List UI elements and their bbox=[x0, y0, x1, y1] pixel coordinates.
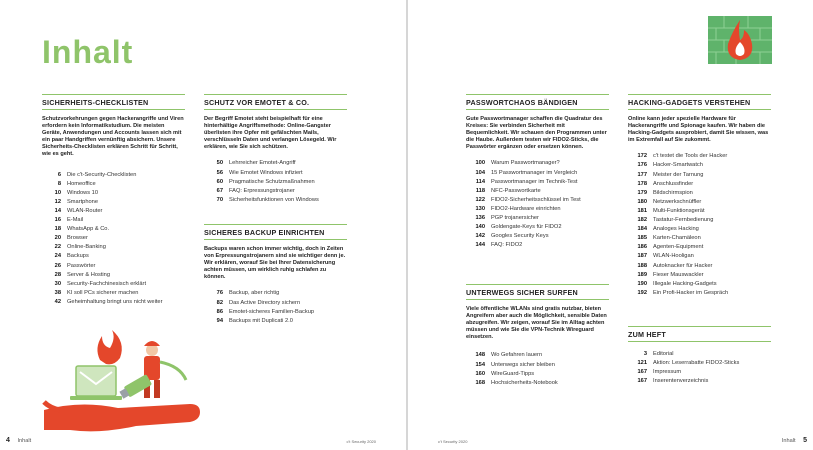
toc-page: 86 bbox=[216, 308, 223, 315]
section-zum-heft bbox=[628, 326, 771, 386]
toc-label: Autoknacker für Hacker bbox=[653, 262, 713, 269]
toc-item[interactable] bbox=[628, 216, 771, 225]
page-number: 4 bbox=[6, 437, 10, 444]
firefighter-leg bbox=[154, 380, 160, 398]
toc-page: 100 bbox=[475, 160, 485, 167]
toc-page: 144 bbox=[475, 242, 485, 249]
toc-label: Passwörter bbox=[67, 262, 96, 269]
toc-page: 12 bbox=[54, 198, 61, 205]
toc-item[interactable] bbox=[628, 207, 771, 216]
toc-item[interactable] bbox=[42, 298, 185, 307]
toc-label: Aktion: Leserrabatte FIDO2-Sticks bbox=[653, 360, 740, 367]
toc-page: 118 bbox=[475, 187, 485, 194]
magazine-footer: c't Security 2020 bbox=[346, 439, 376, 444]
toc-item[interactable] bbox=[204, 178, 347, 187]
toc-page: 182 bbox=[637, 217, 647, 224]
page-footer bbox=[782, 437, 807, 444]
toc-label: Das Active Directory sichern bbox=[229, 299, 301, 306]
page-footer bbox=[6, 437, 31, 444]
toc-page: 140 bbox=[475, 224, 485, 231]
toc-label: Warum Passwortmanager? bbox=[491, 160, 560, 167]
toc-label: Geheimhaltung bringt uns nicht weiter bbox=[67, 298, 163, 305]
laptop-base bbox=[70, 396, 122, 400]
toc-label: Wo Gefahren lauern bbox=[491, 352, 543, 359]
section-sicherheits-checklisten bbox=[42, 94, 185, 307]
toc-label: NFC-Passwortkarte bbox=[491, 187, 541, 194]
toc-item[interactable] bbox=[42, 289, 185, 298]
toc-item[interactable] bbox=[42, 225, 185, 234]
toc-list bbox=[628, 350, 771, 386]
toc-label: Meister der Tarnung bbox=[653, 171, 704, 178]
toc-page: 3 bbox=[643, 351, 647, 357]
toc-label: Editorial bbox=[653, 351, 674, 357]
toc-item[interactable] bbox=[204, 299, 347, 308]
toc-label: Browser bbox=[67, 235, 88, 242]
toc-item[interactable] bbox=[204, 289, 347, 298]
section-passwortchaos bbox=[466, 94, 609, 250]
toc-item[interactable] bbox=[466, 196, 609, 205]
toc-item[interactable] bbox=[628, 234, 771, 243]
toc-label: Anschlussfinder bbox=[653, 180, 694, 187]
toc-label: FAQ: FIDO2 bbox=[491, 242, 523, 249]
toc-page: 192 bbox=[637, 289, 647, 296]
toc-item[interactable] bbox=[466, 379, 609, 388]
security-illustration bbox=[40, 330, 216, 434]
section-lead: Gute Passwortmanager schaffen die Quadratur des Kreises: Sie verbinden Sicherheit mit Bequemlichkeit. Wir schauen den Programmen unter die Haube. Außerdem testen wir FIDO2-Sticks, die Passwörter ergänzen oder ersetzen können. bbox=[466, 116, 607, 151]
toc-page: 178 bbox=[637, 180, 647, 187]
toc-item[interactable] bbox=[204, 196, 347, 205]
toc-item[interactable] bbox=[466, 361, 609, 370]
toc-label: Impressum bbox=[653, 369, 682, 376]
section-heading: ZUM HEFT bbox=[628, 326, 771, 342]
toc-page: 18 bbox=[54, 226, 61, 233]
toc-page: 160 bbox=[475, 370, 485, 377]
toc-item[interactable] bbox=[466, 351, 609, 360]
toc-page: 42 bbox=[54, 298, 61, 305]
toc-item[interactable] bbox=[42, 207, 185, 216]
toc-item[interactable] bbox=[204, 187, 347, 196]
toc-label: Emotet-sicheres Familien-Backup bbox=[229, 308, 315, 315]
toc-label: Wie Emotet Windows infiziert bbox=[229, 169, 303, 176]
toc-page: 188 bbox=[637, 262, 647, 269]
toc-label: Passwortmanager im Technik-Test bbox=[491, 178, 578, 185]
footer-label: Inhalt bbox=[17, 438, 32, 444]
page-number: 5 bbox=[803, 437, 807, 444]
toc-label: PGP trojanersicher bbox=[491, 215, 539, 222]
toc-list bbox=[204, 289, 347, 325]
right-page bbox=[408, 0, 813, 450]
toc-label: Homeoffice bbox=[67, 180, 96, 187]
toc-label: KI soll PCs sicherer machen bbox=[67, 289, 139, 296]
toc-item[interactable] bbox=[466, 232, 609, 241]
toc-label: WLAN-Router bbox=[67, 207, 103, 214]
page-title: Inhalt bbox=[42, 34, 134, 70]
toc-page: 180 bbox=[637, 198, 647, 205]
toc-item[interactable] bbox=[466, 169, 609, 178]
hose bbox=[160, 362, 186, 380]
toc-page: 60 bbox=[216, 178, 223, 185]
toc-page: 168 bbox=[475, 379, 485, 386]
toc-item[interactable] bbox=[42, 280, 185, 289]
toc-item[interactable] bbox=[204, 308, 347, 317]
toc-item[interactable] bbox=[204, 169, 347, 178]
toc-label: Backup, aber richtig bbox=[229, 290, 280, 297]
toc-item[interactable] bbox=[204, 317, 347, 326]
toc-label: Backups bbox=[67, 253, 89, 260]
toc-label: WhatsApp & Co. bbox=[67, 226, 110, 233]
flame-icon bbox=[97, 330, 121, 364]
toc-label: 15 Passwortmanager im Vergleich bbox=[491, 169, 578, 176]
toc-list bbox=[466, 351, 609, 387]
toc-page: 56 bbox=[216, 169, 223, 176]
toc-label: FIDO2-Sicherheitsschlüssel im Test bbox=[491, 196, 581, 203]
toc-item[interactable] bbox=[628, 189, 771, 198]
toc-item[interactable] bbox=[628, 359, 771, 368]
section-lead: Schutzvorkehrungen gegen Hackerangriffe und Viren erfordern kein Informatikstudium. Die meisten Geräte, Anwendungen und Accounts lassen sich mit ein paar Handgriffen vernünftig absichern. Unsere Sicherheits-Checklisten erklären Schritt für Schritt, wie es geht. bbox=[42, 116, 184, 158]
toc-page: 20 bbox=[54, 235, 61, 242]
toc-item[interactable] bbox=[628, 252, 771, 261]
toc-page: 26 bbox=[54, 262, 61, 269]
toc-item[interactable] bbox=[466, 370, 609, 379]
toc-list bbox=[204, 159, 347, 204]
left-page bbox=[0, 0, 406, 450]
section-heading: HACKING-GADGETS VERSTEHEN bbox=[628, 94, 771, 110]
toc-item[interactable] bbox=[42, 198, 185, 207]
toc-label: Analoges Hacking bbox=[653, 226, 699, 233]
toc-page: 154 bbox=[475, 361, 485, 368]
toc-item[interactable] bbox=[628, 198, 771, 207]
firefighter-helmet bbox=[144, 341, 160, 346]
toc-item[interactable] bbox=[628, 271, 771, 280]
toc-page: 70 bbox=[216, 196, 223, 203]
toc-page: 142 bbox=[475, 233, 485, 240]
toc-label: WLAN-Hooligan bbox=[653, 253, 694, 260]
toc-item[interactable] bbox=[42, 271, 185, 280]
toc-label: c't testet die Tools der Hacker bbox=[653, 153, 728, 160]
section-sicheres-backup bbox=[204, 224, 347, 326]
toc-item[interactable] bbox=[628, 152, 771, 161]
toc-label: Backups mit Duplicati 2.0 bbox=[229, 317, 293, 324]
toc-label: Multi-Funktionsgerät bbox=[653, 207, 705, 214]
toc-item[interactable] bbox=[628, 280, 771, 289]
toc-item[interactable] bbox=[628, 368, 771, 377]
firewall-icon bbox=[708, 16, 772, 64]
toc-page: 67 bbox=[216, 187, 223, 194]
toc-label: Googles Security Keys bbox=[491, 233, 549, 240]
toc-item[interactable] bbox=[42, 252, 185, 261]
toc-label: Fieser Mauswackler bbox=[653, 271, 704, 278]
toc-label: Hacker-Smartwatch bbox=[653, 162, 703, 169]
toc-label: Tastatur-Fernbedienung bbox=[653, 217, 714, 224]
toc-item[interactable] bbox=[628, 171, 771, 180]
toc-item[interactable] bbox=[628, 243, 771, 252]
toc-label: Online-Banking bbox=[67, 244, 106, 251]
toc-list bbox=[42, 171, 185, 307]
section-heading: SICHERES BACKUP EINRICHTEN bbox=[204, 224, 347, 240]
toc-item[interactable] bbox=[466, 187, 609, 196]
toc-page: 82 bbox=[216, 299, 223, 306]
toc-page: 187 bbox=[637, 253, 647, 260]
toc-page: 181 bbox=[637, 207, 647, 214]
toc-page: 30 bbox=[54, 280, 61, 287]
toc-page: 130 bbox=[475, 205, 485, 212]
toc-page: 6 bbox=[57, 171, 61, 178]
toc-item[interactable] bbox=[628, 180, 771, 189]
toc-page: 8 bbox=[57, 180, 61, 187]
section-lead: Online kann jeder spezielle Hardware für Hackerangriffe und Spionage kaufen. Wir haben die Hacking-Gadgets ausprobiert, damit Sie wissen, was im Extremfall auf Sie zukommt. bbox=[628, 116, 769, 144]
toc-page: 167 bbox=[637, 369, 647, 376]
toc-item[interactable] bbox=[42, 216, 185, 225]
toc-item[interactable] bbox=[628, 377, 771, 386]
toc-label: Sicherheitsfunktionen von Windows bbox=[229, 196, 319, 203]
toc-page: 186 bbox=[637, 244, 647, 251]
toc-item[interactable] bbox=[628, 161, 771, 170]
toc-page: 94 bbox=[216, 317, 223, 324]
toc-page: 122 bbox=[475, 196, 485, 203]
toc-label: Goldengate-Keys für FIDO2 bbox=[491, 224, 562, 231]
toc-label: Karten-Chamäleon bbox=[653, 235, 701, 242]
toc-page: 121 bbox=[637, 360, 647, 367]
toc-page: 16 bbox=[54, 217, 61, 224]
toc-item[interactable] bbox=[466, 159, 609, 168]
toc-label: Hochsicherheits-Notebook bbox=[491, 379, 558, 386]
toc-page: 190 bbox=[637, 280, 647, 287]
toc-label: E-Mail bbox=[67, 217, 84, 224]
toc-item[interactable] bbox=[466, 178, 609, 187]
toc-page: 114 bbox=[475, 178, 485, 185]
toc-page: 176 bbox=[637, 162, 647, 169]
toc-label: FAQ: Erpressungstrojaner bbox=[229, 187, 295, 194]
toc-label: Windows 10 bbox=[67, 189, 98, 196]
toc-page: 14 bbox=[54, 207, 61, 214]
toc-page: 167 bbox=[637, 378, 647, 385]
toc-label: Lehrreicher Emotet-Angriff bbox=[229, 160, 296, 167]
toc-page: 22 bbox=[54, 244, 61, 251]
toc-label: Die c't-Security-Checklisten bbox=[67, 171, 137, 178]
toc-list bbox=[466, 159, 609, 250]
magazine-footer: c't Security 2020 bbox=[438, 439, 468, 444]
toc-item[interactable] bbox=[42, 243, 185, 252]
section-heading: SCHUTZ VOR EMOTET & CO. bbox=[204, 94, 347, 110]
toc-label: Inserentenverzeichnis bbox=[653, 378, 709, 385]
section-lead: Der Begriff Emotet steht beispielhaft für eine hinterhältige Angriffsmethode: Online-Gangster überlisten ihre Opfer mit gefälschten Mails, verschlüsseln Daten und verlangen Lösegeld. Wir erklären, wie Sie sich schützen. bbox=[204, 116, 337, 151]
toc-page: 10 bbox=[54, 189, 61, 196]
toc-label: FIDO2-Hardware einrichten bbox=[491, 205, 561, 212]
toc-label: Smartphone bbox=[67, 198, 98, 205]
toc-page: 28 bbox=[54, 271, 61, 278]
toc-item[interactable] bbox=[466, 223, 609, 232]
section-schutz-vor-emotet bbox=[204, 94, 347, 205]
toc-label: Illegale Hacking-Gadgets bbox=[653, 280, 717, 287]
toc-item[interactable] bbox=[628, 225, 771, 234]
section-lead: Viele öffentliche WLANs sind gratis nutzbar, bieten Angreifern aber auch die Möglichkeit, sensible Daten abzugreifen. Wir zeigen, worauf Sie im Alltag achten müssen und wie Sie die VPN-Technik Wireguard einsetzen. bbox=[466, 306, 607, 341]
toc-item[interactable] bbox=[466, 241, 609, 250]
toc-page: 38 bbox=[54, 289, 61, 296]
hand-thumb bbox=[44, 402, 60, 410]
toc-label: Unterwegs sicher bleiben bbox=[491, 361, 555, 368]
toc-page: 177 bbox=[637, 171, 647, 178]
toc-page: 148 bbox=[475, 352, 485, 359]
toc-label: WireGuard-Tipps bbox=[491, 370, 535, 377]
section-unterwegs-sicher bbox=[466, 284, 609, 388]
toc-label: Netzwerkschnüffler bbox=[653, 198, 702, 205]
toc-item[interactable] bbox=[204, 159, 347, 168]
laptop-screen bbox=[76, 366, 116, 396]
toc-page: 185 bbox=[637, 235, 647, 242]
toc-label: Server & Hosting bbox=[67, 271, 110, 278]
toc-page: 104 bbox=[475, 169, 485, 176]
section-heading: SICHERHEITS-CHECKLISTEN bbox=[42, 94, 185, 110]
toc-label: Bildschirmspion bbox=[653, 189, 693, 196]
toc-item[interactable] bbox=[42, 262, 185, 271]
toc-list bbox=[628, 152, 771, 298]
toc-page: 189 bbox=[637, 271, 647, 278]
section-heading: PASSWORTCHAOS BÄNDIGEN bbox=[466, 94, 609, 110]
toc-page: 50 bbox=[216, 160, 223, 167]
toc-page: 179 bbox=[637, 189, 647, 196]
toc-page: 136 bbox=[475, 215, 485, 222]
section-heading: UNTERWEGS SICHER SURFEN bbox=[466, 284, 609, 300]
toc-item[interactable] bbox=[628, 262, 771, 271]
toc-item[interactable] bbox=[42, 189, 185, 198]
toc-item[interactable] bbox=[628, 289, 771, 298]
toc-item[interactable] bbox=[628, 350, 771, 359]
toc-item[interactable] bbox=[42, 234, 185, 243]
toc-label: Pragmatische Schutzmaßnahmen bbox=[229, 178, 315, 185]
toc-page: 184 bbox=[637, 226, 647, 233]
toc-label: Agenten-Equipment bbox=[653, 244, 704, 251]
toc-item[interactable] bbox=[42, 171, 185, 180]
footer-label: Inhalt bbox=[781, 438, 796, 444]
section-lead: Backups waren schon immer wichtig, doch in Zeiten von Erpressungstrojanern sind sie wichtiger denn je. Wir erklären, worauf Sie bei Ihrer Datensicherung achten müssen, um wirklich ruhig schlafen zu können. bbox=[204, 246, 346, 281]
toc-label: Security-Fachchinesisch erklärt bbox=[67, 280, 147, 287]
toc-page: 24 bbox=[54, 253, 61, 260]
section-hacking-gadgets bbox=[628, 94, 771, 298]
toc-item[interactable] bbox=[42, 180, 185, 189]
toc-label: Ein Profi-Hacker im Gespräch bbox=[653, 289, 729, 296]
hand-shape bbox=[44, 404, 200, 431]
toc-item[interactable] bbox=[466, 205, 609, 214]
toc-item[interactable] bbox=[466, 214, 609, 223]
toc-page: 172 bbox=[637, 153, 647, 160]
toc-page: 76 bbox=[216, 290, 223, 297]
